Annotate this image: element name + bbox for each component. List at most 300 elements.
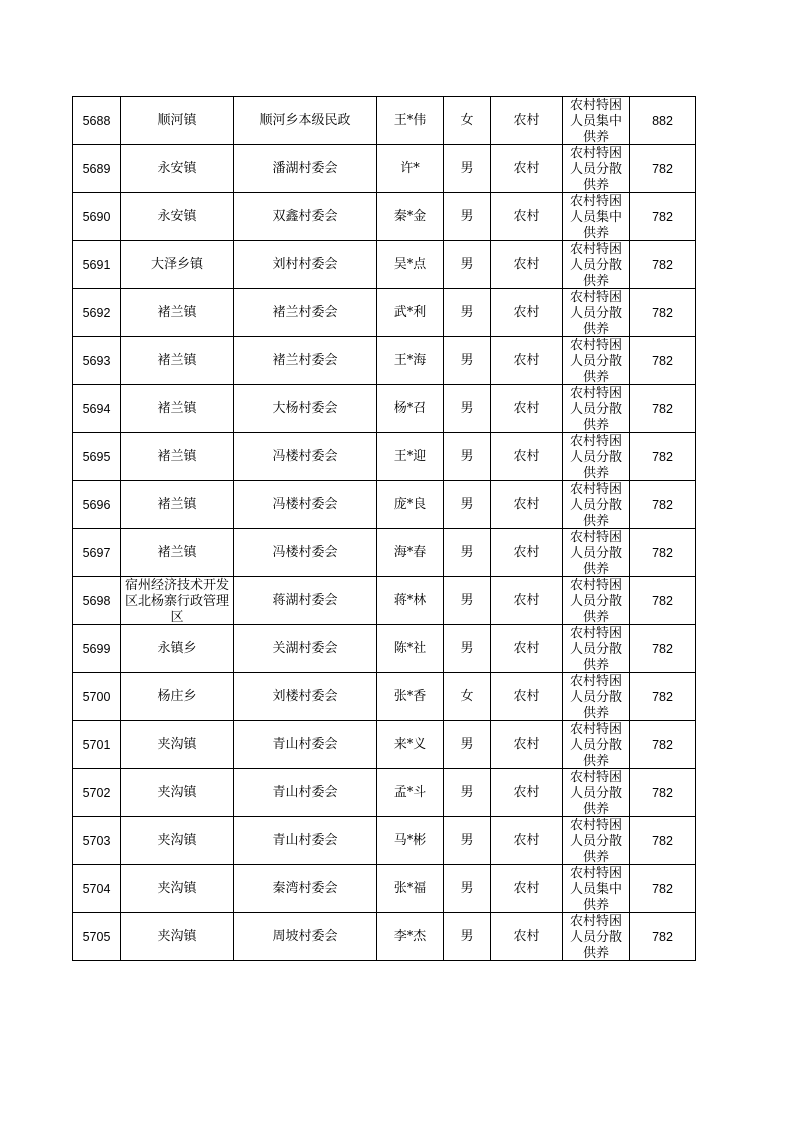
cell-amount-text: 782 <box>652 929 673 944</box>
table-row <box>73 913 696 961</box>
cell-gender-text: 男 <box>460 304 474 320</box>
cell-unit <box>234 337 377 385</box>
cell-gender-text: 男 <box>460 784 474 800</box>
cell-area <box>491 241 563 289</box>
cell-area <box>491 913 563 961</box>
cell-area-text: 农村 <box>513 832 540 848</box>
cell-id-text: 5696 <box>82 497 111 512</box>
cell-gender-text: 男 <box>460 208 474 224</box>
cell-town <box>121 673 234 721</box>
cell-name <box>377 673 444 721</box>
cell-name <box>377 529 444 577</box>
cell-id-text: 5695 <box>82 449 111 464</box>
cell-town-text: 永镇乡 <box>157 641 197 656</box>
table-row <box>73 673 696 721</box>
cell-unit <box>234 97 377 145</box>
cell-town <box>121 145 234 193</box>
cell-support-type-text: 农村特困人员集中供养 <box>569 866 622 912</box>
cell-gender-text: 女 <box>460 112 474 128</box>
cell-unit-text: 潘湖村委会 <box>272 160 338 176</box>
cell-amount <box>630 97 696 145</box>
cell-amount <box>630 145 696 193</box>
cell-support-type <box>563 817 630 865</box>
cell-gender-text: 男 <box>460 736 474 752</box>
cell-unit-text: 顺河乡本级民政 <box>259 112 351 128</box>
cell-amount-text: 782 <box>652 641 673 656</box>
cell-gender <box>444 817 491 865</box>
cell-amount-text: 782 <box>652 497 673 512</box>
cell-id-text: 5698 <box>82 593 111 608</box>
table-row <box>73 97 696 145</box>
cell-town-text: 永安镇 <box>157 209 197 224</box>
cell-support-type <box>563 865 630 913</box>
cell-unit <box>234 865 377 913</box>
cell-name-text: 许* <box>400 160 420 176</box>
cell-support-type <box>563 769 630 817</box>
cell-town-text: 宿州经济技术开发区北杨寨行政管理区 <box>124 578 229 624</box>
cell-unit <box>234 385 377 433</box>
cell-unit <box>234 769 377 817</box>
cell-unit-text: 大杨村委会 <box>272 400 338 416</box>
table-row <box>73 529 696 577</box>
table-row <box>73 193 696 241</box>
table-row <box>73 289 696 337</box>
cell-name <box>377 769 444 817</box>
cell-unit <box>234 721 377 769</box>
cell-amount <box>630 721 696 769</box>
cell-area-text: 农村 <box>513 640 540 656</box>
cell-id-text: 5688 <box>82 113 111 128</box>
cell-unit-text: 冯楼村委会 <box>272 544 338 560</box>
cell-support-type <box>563 289 630 337</box>
cell-area <box>491 193 563 241</box>
cell-id-text: 5701 <box>82 737 111 752</box>
cell-area <box>491 289 563 337</box>
cell-name-text: 蒋*林 <box>393 592 427 608</box>
cell-id <box>73 289 121 337</box>
cell-name-text: 庞*良 <box>393 496 427 512</box>
cell-area <box>491 865 563 913</box>
cell-town <box>121 817 234 865</box>
cell-id-text: 5693 <box>82 353 111 368</box>
cell-town <box>121 193 234 241</box>
cell-amount <box>630 385 696 433</box>
cell-support-type <box>563 625 630 673</box>
cell-name <box>377 145 444 193</box>
cell-gender <box>444 913 491 961</box>
cell-town <box>121 625 234 673</box>
cell-amount-text: 782 <box>652 833 673 848</box>
cell-amount <box>630 577 696 625</box>
cell-unit-text: 秦湾村委会 <box>272 880 338 896</box>
cell-amount-text: 782 <box>652 449 673 464</box>
cell-gender <box>444 145 491 193</box>
cell-gender <box>444 481 491 529</box>
cell-support-type-text: 农村特困人员分散供养 <box>569 146 622 192</box>
cell-town-text: 褚兰镇 <box>157 545 197 560</box>
cell-support-type <box>563 529 630 577</box>
cell-unit-text: 冯楼村委会 <box>272 496 338 512</box>
cell-area-text: 农村 <box>513 784 540 800</box>
cell-town <box>121 865 234 913</box>
cell-id <box>73 337 121 385</box>
cell-name <box>377 385 444 433</box>
table-row <box>73 433 696 481</box>
cell-gender <box>444 529 491 577</box>
cell-town <box>121 385 234 433</box>
cell-id-text: 5694 <box>82 401 111 416</box>
cell-name-text: 吴*点 <box>393 256 427 272</box>
cell-id-text: 5697 <box>82 545 111 560</box>
cell-amount-text: 782 <box>652 257 673 272</box>
cell-amount-text: 782 <box>652 305 673 320</box>
cell-gender <box>444 577 491 625</box>
cell-area <box>491 769 563 817</box>
cell-name-text: 马*彬 <box>393 832 427 848</box>
cell-unit-text: 褚兰村委会 <box>272 304 338 320</box>
cell-support-type <box>563 577 630 625</box>
cell-town <box>121 241 234 289</box>
cell-gender <box>444 289 491 337</box>
cell-support-type-text: 农村特困人员分散供养 <box>569 914 622 960</box>
cell-support-type-text: 农村特困人员分散供养 <box>569 482 622 528</box>
welfare-recipients-table <box>72 96 696 961</box>
table-row <box>73 145 696 193</box>
cell-town-text: 夹沟镇 <box>157 833 197 848</box>
cell-id <box>73 865 121 913</box>
cell-gender <box>444 337 491 385</box>
cell-unit <box>234 913 377 961</box>
cell-unit-text: 青山村委会 <box>272 736 338 752</box>
cell-support-type <box>563 385 630 433</box>
cell-town-text: 褚兰镇 <box>157 401 197 416</box>
cell-support-type-text: 农村特困人员分散供养 <box>569 290 622 336</box>
cell-amount <box>630 193 696 241</box>
cell-id <box>73 817 121 865</box>
cell-area <box>491 433 563 481</box>
cell-name-text: 王*迎 <box>393 448 427 464</box>
cell-name-text: 张*福 <box>393 880 427 896</box>
table-row <box>73 385 696 433</box>
table-row <box>73 337 696 385</box>
cell-name <box>377 193 444 241</box>
table-row <box>73 241 696 289</box>
cell-support-type <box>563 913 630 961</box>
cell-support-type <box>563 145 630 193</box>
cell-gender-text: 女 <box>460 688 474 704</box>
cell-unit <box>234 481 377 529</box>
cell-unit <box>234 673 377 721</box>
cell-gender-text: 男 <box>460 928 474 944</box>
cell-gender-text: 男 <box>460 592 474 608</box>
cell-town <box>121 577 234 625</box>
cell-amount <box>630 817 696 865</box>
table-body <box>73 97 696 961</box>
cell-id <box>73 577 121 625</box>
cell-amount-text: 782 <box>652 161 673 176</box>
cell-area-text: 农村 <box>513 880 540 896</box>
cell-support-type-text: 农村特困人员分散供养 <box>569 674 622 720</box>
cell-name <box>377 433 444 481</box>
cell-id <box>73 769 121 817</box>
cell-gender <box>444 721 491 769</box>
cell-unit-text: 青山村委会 <box>272 784 338 800</box>
cell-area <box>491 577 563 625</box>
cell-unit-text: 刘楼村委会 <box>272 688 338 704</box>
cell-town <box>121 97 234 145</box>
cell-unit-text: 褚兰村委会 <box>272 352 338 368</box>
cell-town <box>121 721 234 769</box>
cell-id <box>73 481 121 529</box>
cell-area-text: 农村 <box>513 544 540 560</box>
cell-gender-text: 男 <box>460 544 474 560</box>
cell-amount-text: 782 <box>652 401 673 416</box>
cell-area-text: 农村 <box>513 400 540 416</box>
cell-town-text: 大泽乡镇 <box>150 257 203 272</box>
cell-town-text: 夹沟镇 <box>157 881 197 896</box>
table-row <box>73 865 696 913</box>
cell-name-text: 王*海 <box>393 352 427 368</box>
cell-area <box>491 481 563 529</box>
cell-support-type-text: 农村特困人员分散供养 <box>569 386 622 432</box>
cell-area <box>491 721 563 769</box>
cell-name-text: 杨*召 <box>393 400 427 416</box>
cell-unit <box>234 433 377 481</box>
cell-unit <box>234 577 377 625</box>
cell-id <box>73 673 121 721</box>
cell-area-text: 农村 <box>513 208 540 224</box>
cell-support-type-text: 农村特困人员分散供养 <box>569 626 622 672</box>
cell-town <box>121 289 234 337</box>
cell-town-text: 褚兰镇 <box>157 353 197 368</box>
cell-support-type-text: 农村特困人员分散供养 <box>569 770 622 816</box>
cell-id <box>73 145 121 193</box>
cell-support-type <box>563 337 630 385</box>
cell-amount <box>630 433 696 481</box>
cell-area <box>491 529 563 577</box>
cell-gender-text: 男 <box>460 880 474 896</box>
cell-support-type-text: 农村特困人员分散供养 <box>569 530 622 576</box>
cell-town <box>121 529 234 577</box>
cell-amount <box>630 529 696 577</box>
cell-amount <box>630 913 696 961</box>
cell-name-text: 孟*斗 <box>393 784 427 800</box>
cell-area <box>491 817 563 865</box>
cell-support-type <box>563 433 630 481</box>
cell-gender <box>444 97 491 145</box>
cell-name-text: 海*春 <box>393 544 427 560</box>
cell-area <box>491 625 563 673</box>
cell-id <box>73 193 121 241</box>
cell-gender <box>444 385 491 433</box>
cell-area-text: 农村 <box>513 160 540 176</box>
cell-area-text: 农村 <box>513 112 540 128</box>
cell-area-text: 农村 <box>513 304 540 320</box>
cell-id <box>73 529 121 577</box>
cell-amount <box>630 865 696 913</box>
cell-name-text: 武*利 <box>393 304 427 320</box>
cell-town-text: 夹沟镇 <box>157 785 197 800</box>
cell-support-type <box>563 97 630 145</box>
cell-id <box>73 241 121 289</box>
cell-id-text: 5700 <box>82 689 111 704</box>
cell-amount-text: 782 <box>652 737 673 752</box>
cell-unit <box>234 289 377 337</box>
cell-town <box>121 481 234 529</box>
cell-name <box>377 97 444 145</box>
cell-support-type-text: 农村特困人员分散供养 <box>569 722 622 768</box>
cell-area-text: 农村 <box>513 448 540 464</box>
cell-id-text: 5692 <box>82 305 111 320</box>
cell-amount <box>630 481 696 529</box>
cell-id <box>73 385 121 433</box>
cell-id <box>73 625 121 673</box>
cell-name-text: 秦*金 <box>393 208 427 224</box>
cell-amount <box>630 769 696 817</box>
table-row <box>73 817 696 865</box>
cell-support-type <box>563 721 630 769</box>
cell-area <box>491 337 563 385</box>
cell-support-type-text: 农村特困人员集中供养 <box>569 194 622 240</box>
cell-name-text: 王*伟 <box>393 112 427 128</box>
cell-gender <box>444 673 491 721</box>
cell-amount-text: 782 <box>652 689 673 704</box>
cell-support-type <box>563 241 630 289</box>
cell-town <box>121 337 234 385</box>
cell-town-text: 杨庄乡 <box>157 689 197 704</box>
cell-area-text: 农村 <box>513 256 540 272</box>
cell-unit <box>234 817 377 865</box>
cell-town-text: 褚兰镇 <box>157 449 197 464</box>
cell-name <box>377 865 444 913</box>
cell-unit-text: 刘村村委会 <box>272 256 338 272</box>
cell-area <box>491 97 563 145</box>
cell-gender <box>444 193 491 241</box>
table-row <box>73 721 696 769</box>
cell-name <box>377 625 444 673</box>
cell-unit-text: 蒋湖村委会 <box>272 592 338 608</box>
cell-gender <box>444 865 491 913</box>
cell-name-text: 来*义 <box>393 736 427 752</box>
cell-support-type-text: 农村特困人员分散供养 <box>569 434 622 480</box>
cell-amount <box>630 241 696 289</box>
cell-gender-text: 男 <box>460 832 474 848</box>
cell-town-text: 褚兰镇 <box>157 497 197 512</box>
cell-name <box>377 817 444 865</box>
cell-unit-text: 青山村委会 <box>272 832 338 848</box>
cell-unit <box>234 193 377 241</box>
cell-name <box>377 577 444 625</box>
cell-amount-text: 882 <box>652 113 673 128</box>
cell-support-type-text: 农村特困人员分散供养 <box>569 242 622 288</box>
cell-id <box>73 913 121 961</box>
cell-area <box>491 673 563 721</box>
cell-area-text: 农村 <box>513 496 540 512</box>
cell-support-type <box>563 673 630 721</box>
cell-id-text: 5691 <box>82 257 111 272</box>
cell-amount-text: 782 <box>652 593 673 608</box>
cell-gender <box>444 625 491 673</box>
cell-town-text: 永安镇 <box>157 161 197 176</box>
cell-id-text: 5703 <box>82 833 111 848</box>
cell-area <box>491 385 563 433</box>
cell-unit-text: 冯楼村委会 <box>272 448 338 464</box>
table-row <box>73 481 696 529</box>
cell-name <box>377 337 444 385</box>
cell-amount-text: 782 <box>652 209 673 224</box>
cell-gender-text: 男 <box>460 160 474 176</box>
cell-support-type-text: 农村特困人员分散供养 <box>569 578 622 624</box>
cell-unit <box>234 529 377 577</box>
cell-support-type <box>563 481 630 529</box>
cell-support-type-text: 农村特困人员集中供养 <box>569 98 622 144</box>
cell-name <box>377 721 444 769</box>
cell-name <box>377 289 444 337</box>
cell-town <box>121 769 234 817</box>
cell-id <box>73 721 121 769</box>
cell-amount <box>630 673 696 721</box>
cell-name-text: 陈*社 <box>393 640 427 656</box>
cell-gender-text: 男 <box>460 400 474 416</box>
cell-amount-text: 782 <box>652 881 673 896</box>
cell-id-text: 5705 <box>82 929 111 944</box>
cell-name <box>377 241 444 289</box>
cell-area-text: 农村 <box>513 592 540 608</box>
cell-gender <box>444 433 491 481</box>
cell-area-text: 农村 <box>513 928 540 944</box>
cell-town-text: 顺河镇 <box>157 113 197 128</box>
cell-unit <box>234 625 377 673</box>
table-row <box>73 625 696 673</box>
cell-town-text: 夹沟镇 <box>157 737 197 752</box>
table-row <box>73 769 696 817</box>
cell-amount-text: 782 <box>652 545 673 560</box>
cell-gender-text: 男 <box>460 640 474 656</box>
cell-area-text: 农村 <box>513 736 540 752</box>
cell-amount <box>630 337 696 385</box>
cell-unit-text: 关湖村委会 <box>272 640 338 656</box>
cell-support-type-text: 农村特困人员分散供养 <box>569 338 622 384</box>
cell-gender <box>444 241 491 289</box>
cell-area-text: 农村 <box>513 688 540 704</box>
table-row <box>73 577 696 625</box>
cell-area-text: 农村 <box>513 352 540 368</box>
cell-unit <box>234 241 377 289</box>
cell-unit-text: 双鑫村委会 <box>272 208 338 224</box>
cell-name-text: 李*杰 <box>393 928 427 944</box>
cell-town <box>121 913 234 961</box>
cell-id-text: 5702 <box>82 785 111 800</box>
cell-town <box>121 433 234 481</box>
cell-gender <box>444 769 491 817</box>
cell-amount <box>630 289 696 337</box>
cell-name-text: 张*香 <box>393 688 427 704</box>
cell-gender-text: 男 <box>460 352 474 368</box>
cell-town-text: 夹沟镇 <box>157 929 197 944</box>
cell-amount-text: 782 <box>652 785 673 800</box>
cell-gender-text: 男 <box>460 256 474 272</box>
cell-amount <box>630 625 696 673</box>
cell-id-text: 5689 <box>82 161 111 176</box>
cell-gender-text: 男 <box>460 496 474 512</box>
cell-unit-text: 周坡村委会 <box>272 928 338 944</box>
cell-support-type-text: 农村特困人员分散供养 <box>569 818 622 864</box>
cell-town-text: 褚兰镇 <box>157 305 197 320</box>
cell-name <box>377 913 444 961</box>
cell-id-text: 5690 <box>82 209 111 224</box>
cell-id-text: 5699 <box>82 641 111 656</box>
cell-id-text: 5704 <box>82 881 111 896</box>
